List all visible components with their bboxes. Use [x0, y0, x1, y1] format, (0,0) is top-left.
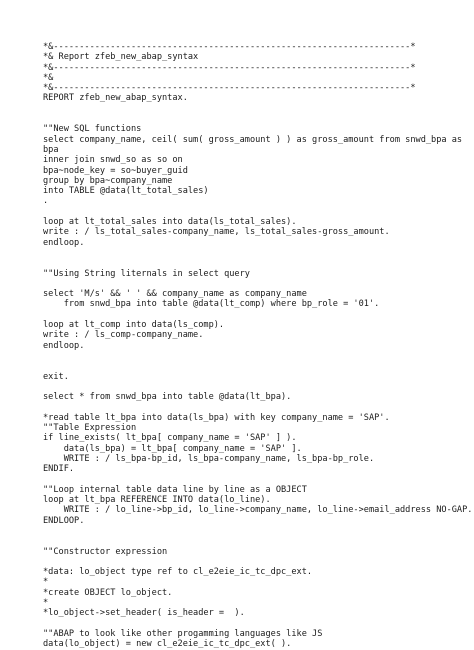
code-line: *create OBJECT lo_object. — [43, 587, 173, 598]
code-line — [43, 619, 463, 629]
code-line: * — [43, 577, 49, 588]
code-line: if line_exists( lt_bpa[ company_name = 'SAP' ] ). — [43, 433, 297, 444]
code-line: bpa — [43, 144, 59, 155]
code-line: * — [43, 598, 49, 609]
code-line: into TABLE @data(lt_total_sales) — [43, 186, 209, 197]
code-line — [43, 248, 463, 258]
code-line: group by bpa~company_name — [43, 175, 173, 186]
code-line: ENDIF. — [43, 464, 75, 475]
code-line: bpa~node_key = so~buyer_guid — [43, 165, 188, 176]
code-line: data(lo_object) = new cl_e2eie_ic_tc_dpc_ext( ). — [43, 639, 292, 650]
code-line: inner join snwd_so as so on — [43, 155, 183, 166]
code-line: ""Constructor expression — [43, 546, 168, 557]
code-line: *&---------------------------------------------------------------------* — [43, 62, 416, 73]
code-line: *&---------------------------------------------------------------------* — [43, 83, 416, 94]
code-line — [43, 526, 463, 536]
code-line: loop at lt_total_sales into data(ls_total_sales). — [43, 217, 297, 228]
code-line — [43, 474, 463, 484]
code-line: write : / ls_total_sales-company_name, ls_total_sales-gross_amount. — [43, 227, 390, 238]
code-line: *lo_object->set_header( is_header = ). — [43, 608, 245, 619]
code-line: write : / ls_comp-company_name. — [43, 330, 204, 341]
code-line — [43, 114, 463, 124]
code-line — [43, 557, 463, 567]
code-line: WRITE : / ls_bpa-bp_id, ls_bpa-company_name, ls_bpa-bp_role. — [43, 453, 375, 464]
abap-source-code — [43, 42, 473, 650]
code-line: *& — [43, 72, 54, 83]
code-line: ""ABAP to look like other progamming languages like JS — [43, 628, 323, 639]
code-line — [43, 361, 463, 371]
code-line — [43, 104, 463, 114]
code-line — [43, 258, 463, 268]
code-line: select * from snwd_bpa into table @data(lt_bpa). — [43, 392, 292, 403]
code-line — [43, 536, 463, 546]
code-line: endloop. — [43, 340, 85, 351]
code-line: select 'M/s' && ' ' && company_name as company_name — [43, 289, 307, 300]
code-line: ""Loop internal table data line by line as a OBJECT — [43, 484, 307, 495]
code-line: endloop. — [43, 237, 85, 248]
code-line: *read table lt_bpa into data(ls_bpa) with key company_name = 'SAP'. — [43, 412, 390, 423]
code-line — [43, 382, 463, 392]
code-line: loop at lt_comp into data(ls_comp). — [43, 320, 225, 331]
code-line: *& Report zfeb_new_abap_syntax — [43, 52, 199, 63]
code-line: exit. — [43, 371, 69, 382]
code-line — [43, 310, 463, 320]
code-line — [43, 279, 463, 289]
code-line — [43, 207, 463, 217]
code-line — [43, 402, 463, 412]
code-line: ""New SQL functions — [43, 124, 142, 135]
code-line: select company_name, ceil( sum( gross_amount ) ) as gross_amount from snwd_bpa as — [43, 134, 463, 145]
code-line: ENDLOOP. — [43, 515, 85, 526]
code-line: WRITE : / lo_line->bp_id, lo_line->company_name, lo_line->email_address NO-GAP. — [43, 505, 473, 516]
code-line: ""Using String liternals in select query — [43, 268, 250, 279]
code-line: ""Table Expression — [43, 422, 137, 433]
code-line: REPORT zfeb_new_abap_syntax. — [43, 93, 188, 104]
code-line: . — [43, 196, 49, 207]
code-line: loop at lt_bpa REFERENCE INTO data(lo_line). — [43, 495, 271, 506]
code-line — [43, 351, 463, 361]
code-line: from snwd_bpa into table @data(lt_comp) where bp_role = '01'. — [43, 299, 380, 310]
code-line: *&---------------------------------------------------------------------* — [43, 42, 416, 52]
code-line: *data: lo_object type ref to cl_e2eie_ic_tc_dpc_ext. — [43, 567, 313, 578]
code-line: data(ls_bpa) = lt_bpa[ company_name = 'SAP' ]. — [43, 443, 302, 454]
